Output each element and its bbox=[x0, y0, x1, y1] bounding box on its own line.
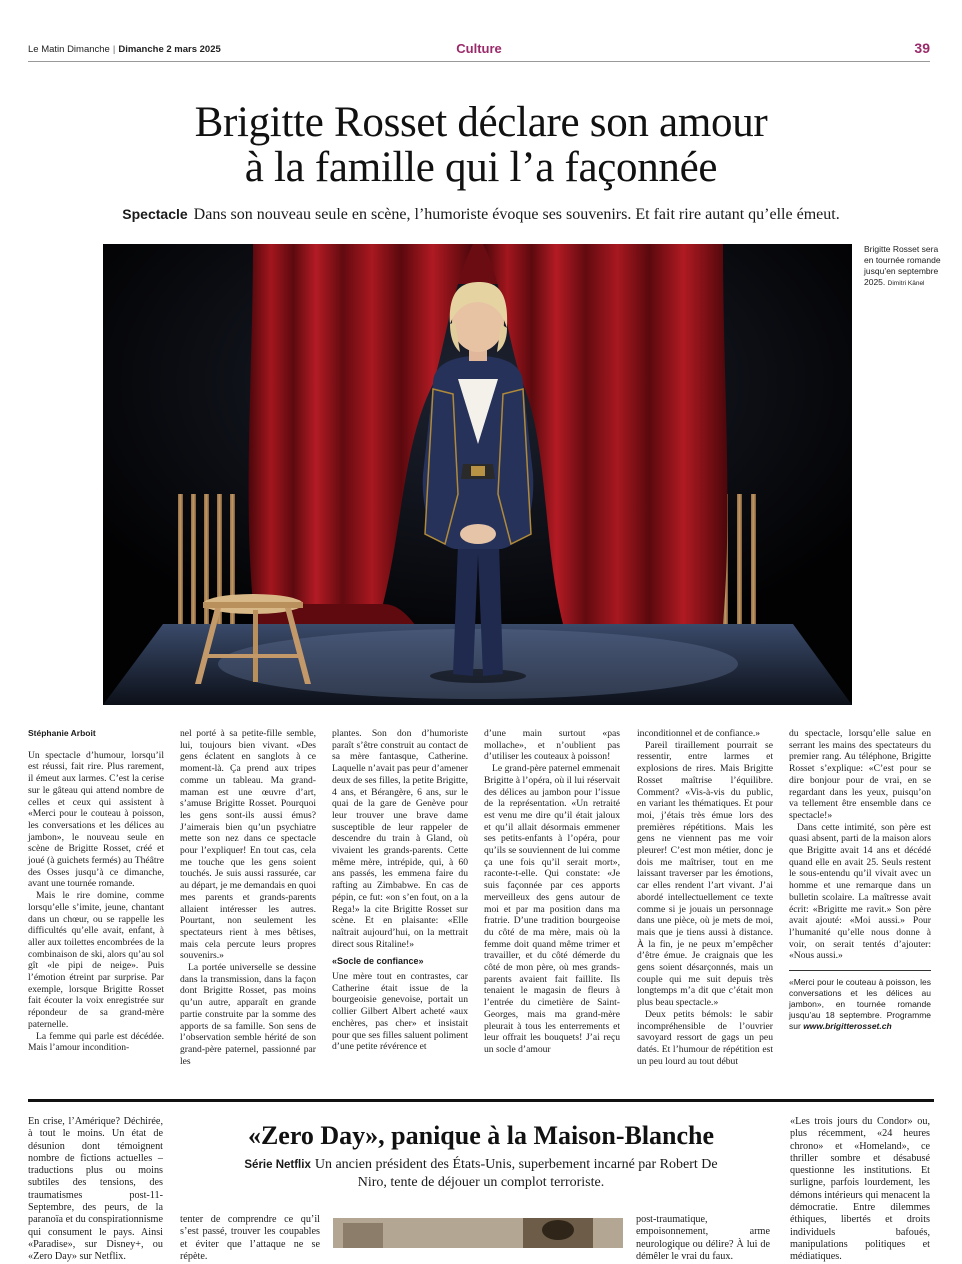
series-photo-illustration bbox=[333, 1218, 623, 1248]
issue-date: Dimanche 2 mars 2025 bbox=[118, 44, 221, 55]
section-divider bbox=[28, 1099, 934, 1102]
paragraph: inconditionnel et de confiance.» bbox=[637, 728, 761, 739]
headline-line-2: à la famille qui l’a façonnée bbox=[244, 144, 718, 191]
second-article-left-column: En crise, l’Amérique? Déchirée, à tout le moins. Un état de désunion dont témoignent nombre de fictions actuelles – traductions plus ou moins subtiles des tensions, des traumatismes post-11-Septembre, des peurs, de la paranoïa et du conspirationnisme qui consument le pays. Ainsi «Paradise», sur Disney+, ou «Zero Day» sur Netflix. bbox=[28, 1116, 163, 1263]
paragraph: La portée universelle se dessine dans la transmission, dans la façon dont Brigitte Rosset, pas moins qu’un autre, apparaît en grande partie construite par la somme des apports de sa famille. Son sens de l’observation semble hérité de son grand-père paternel, passionné par les bbox=[180, 962, 316, 1067]
photo-credit: Dimitri Känel bbox=[887, 280, 925, 287]
byline: Stéphanie Arboit bbox=[28, 728, 96, 738]
second-article-mid-right-column: post-traumatique, empoisonnement, arme neurologique ou délire? À lui de démêler le vrai du faux. bbox=[636, 1214, 770, 1262]
second-article-right-column: «Les trois jours du Condor» ou, plus récemment, «24 heures chrono» et «Homeland», ce thriller sombre et désabusé questionne les institutions. Et surligne, parfois lourdement, les démons intérieurs qui menacent la démocratie. Entre dilemmes éthiques, libertés et droits individuels bafoués, manipulations politiques et médiatiques. bbox=[790, 1116, 930, 1263]
paragraph: plantes. Son don d’humoriste paraît s’être construit au contact de sa mère fantasque, Catherine. Laquelle n’avait pas peur d’amener deux de ses filles, la petite Brigitte, 4 ans, et Bérangère, 6 ans, sur le quai de la gare de Genève pour leur trouver une brave dame susceptible de leur rappeler de descendre du train à Gland, où vivaient les grands-parents. Cette même mère, intrépide, qui, à 60 ans passés, les emmena faire du rafting au Zimbabwe. En cas de pépin, ce fut: «on s’en fout, on a la Rega!» la cite Brigitte Rosset sur scène. Et en plaisante: «Elle naîtrait aujourd’hui, on la mettrait direct sous Ritaline!» bbox=[332, 728, 468, 950]
paragraph: nel porté à sa petite-fille semble, lui, toujours bien vivant. «Des gens éclatent en sanglots à ce moment-là. Ça prend aux tripes comme un tableau. Ma grand-maman est une œuvre d’art, s’amuse Brigitte Rosset. Pourquoi les gens sont-ils aussi émus? J’aimerais bien qu’un psychiatre mette son nez dans ce spectacle pour l’expliquer! En tout cas, cela me touche que les gens soient touchés. Je suis aussi rassurée, car au départ, je me demandais en quoi mes parents et grands-parents allaient intéresser les autres. Pourtant, non seulement les spectateurs rient à mes bêtises, mais cela percute leurs propres souvenirs.» bbox=[180, 728, 316, 962]
paragraph: Dans cette intimité, son père est quasi absent, parti de la maison alors que Brigitte avait 14 ans et décédé quand elle en avait 25. Seuls restent le sous-entendu qu’il vivait avec un homme et une remarque dans un bulletin scolaire. La maîtresse avait écrit: «Brigitte me ravit.» Son père avait ajouté: «Moi aussi.» Pour l’humanité qu’elle nous donne à voir, on serait tentés d’ajouter: «Nous aussi.» bbox=[789, 821, 931, 962]
infobox-text: «Merci pour le couteau à poisson, les conversations et les délices au jambon», en tournée romande jusqu’au 18 septembre. Programme sur bbox=[789, 977, 931, 1032]
paragraph: Deux petits bémols: le sabir incompréhensible de l’ouvrier savoyard ressort de gags un peu datés. Et l’humour de répétition est un peu lourd au tout début bbox=[637, 1008, 773, 1067]
second-article-standfirst-text: Un ancien président des États-Unis, superbement incarné par Robert De Niro, tente de déjouer un complot terroriste. bbox=[314, 1157, 718, 1190]
second-article-standfirst bbox=[230, 1156, 732, 1191]
article-headline bbox=[60, 100, 902, 190]
article-kicker: Spectacle bbox=[122, 206, 188, 222]
paragraph: Pareil tiraillement pourrait se ressentir, entre larmes et explosions de rires. Mais Brigitte Rosset maîtrise l’équilibre. Comment? «Vis-à-vis du public, en variant les thématiques. Et pour moi, j’étais très émue lors des premières répétitions. Mais les gens ne viennent pas me voir pleurer! C’est mon métier, donc je dois me maîtriser, tout en me laissant traverser par les émotions, car elles rendent l’art vivant. J’ai abordé intellectuellement ce texte comme si je jouais un personnage dans une pièce, où je mets de moi, mais que je tiens aussi à distance. À la fin, je ne peux m’empêcher d’être émue. Je craignais que les gens soient désarçonnés, mais un couple qui me suit depuis très longtemps m’a dit que c’était mon plus beau spectacle.» bbox=[637, 739, 773, 1009]
headline-line-1: Brigitte Rosset déclare son amour bbox=[194, 99, 768, 146]
caption-text: Brigitte Rosset sera en tournée romande jusqu’en septembre 2025. bbox=[864, 244, 941, 287]
paragraph: du spectacle, lorsqu’elle salue en serrant les mains des spectateurs du premier rang. Au téléphone, Brigitte Rosset s’explique: «C’est pour se dire bonjour pour de vrai, en se regardant dans les yeux, puisqu’on va tellement être ensemble dans ce spectacle!» bbox=[789, 728, 931, 821]
series-photo bbox=[333, 1218, 623, 1248]
standfirst bbox=[40, 204, 922, 225]
paragraph: Une mère tout en contrastes, car Catherine était issue de la bourgeoisie genevoise, portait un collier Gilbert Albert acheté «aux enchères, pas cher» et insistait pour que ses filles saluent poliment d’une petite révérence et bbox=[332, 971, 468, 1053]
publication-name: Le Matin Dimanche bbox=[28, 44, 110, 55]
page-header bbox=[28, 38, 930, 62]
paragraph: La femme qui parle est décédée. Mais l’amour incondition- bbox=[28, 1030, 164, 1054]
second-article-mid-column: tenter de comprendre ce qu’il s’est passé, trouver les coupables et éviter que l’attaque ne se répète. bbox=[180, 1214, 320, 1262]
article-column-3 bbox=[332, 728, 468, 1053]
stage-photo-illustration bbox=[103, 244, 852, 705]
paragraph: Le grand-père paternel emmenait Brigitte à l’opéra, où il lui réservait des délices au jambon pour l’issue de la représentation. «Un retraité est venu me dire qu’il était jaloux et qu’il allait désormais emmener ses petits-enfants à l’opéra, pour qu’ils se souviennent de lui comme ça une fois qu’il serait mort», raconte-t-elle. Qui constate: «Je suis façonnée par ces apports merveilleux des gens autour de moi et par ma position dans ma fratrie. D’une tradition bourgeoise du côté de ma mère, mais où la femme doit quand même trimer et travailler, et du côté démerde du côté de mon père, où mes grands-parents avaient fait faillite. Ils tenaient le magasin de fleurs à l’entrée du cimetière de Saint-Georges, mais ma grand-mère pleurait à tous les enterrements et leur offrait les bouquets! J’ai reçu un socle d’amour bbox=[484, 763, 620, 1055]
paragraph: d’une main surtout «pas mollache», et n’oublient pas d’utiliser les couteaux à poisson! bbox=[484, 728, 620, 763]
masthead-info: Le Matin Dimanche | Dimanche 2 mars 2025 bbox=[28, 44, 221, 55]
article-column-1 bbox=[28, 728, 164, 1054]
paragraph: Un spectacle d’humour, lorsqu’il est réussi, fait rire. Plus rarement, il émeut aux larmes. C’est la cerise sur le gâteau qui attend nombre de celles et ceux qui assistent à «Merci pour le couteau à poisson, les conversations et les délices au jambon», le nouveau seule en scène de Brigitte Rosset, créé et joué (à guichets fermés) au Théâtre des Osses jusqu’à ce dimanche, avant une tournée romande. bbox=[28, 749, 164, 890]
article-column-2 bbox=[180, 728, 316, 1067]
article-column-5 bbox=[637, 728, 773, 1067]
infobox-divider bbox=[789, 970, 931, 971]
show-infobox bbox=[789, 977, 931, 1032]
article-column-4 bbox=[484, 728, 620, 1056]
section-label: Culture bbox=[456, 41, 502, 56]
standfirst-text: Dans son nouveau seule en scène, l’humoriste évoque ses souvenirs. Et fait rire autant qu’elle émeut. bbox=[193, 206, 840, 223]
second-article-kicker: Série Netflix bbox=[244, 1159, 311, 1171]
website-link[interactable]: www.brigitterosset.ch bbox=[803, 1021, 892, 1032]
stage-photo bbox=[103, 244, 852, 705]
page-number: 39 bbox=[914, 40, 930, 56]
photo-caption bbox=[864, 244, 942, 289]
article-column-6 bbox=[789, 728, 931, 1032]
paragraph: Mais le rire domine, comme lorsqu’elle s’imite, jeune, chantant dans un chœur, ou se rappelle les difficultés qu’elle avait, enfant, à aller aux toilettes encombrées de la combinaison de ski, alors qu’au sol gît «le pipi de neige». Puis l’émotion étreint par surprise. Par exemple, lorsque Brigitte Rosset fait écouter la voix enregistrée sur répondeur de sa grand-mère paternelle. bbox=[28, 890, 164, 1030]
subheading: «Socle de confiance» bbox=[332, 956, 424, 967]
second-article-title: «Zero Day», panique à la Maison-Blanche bbox=[247, 1121, 715, 1150]
